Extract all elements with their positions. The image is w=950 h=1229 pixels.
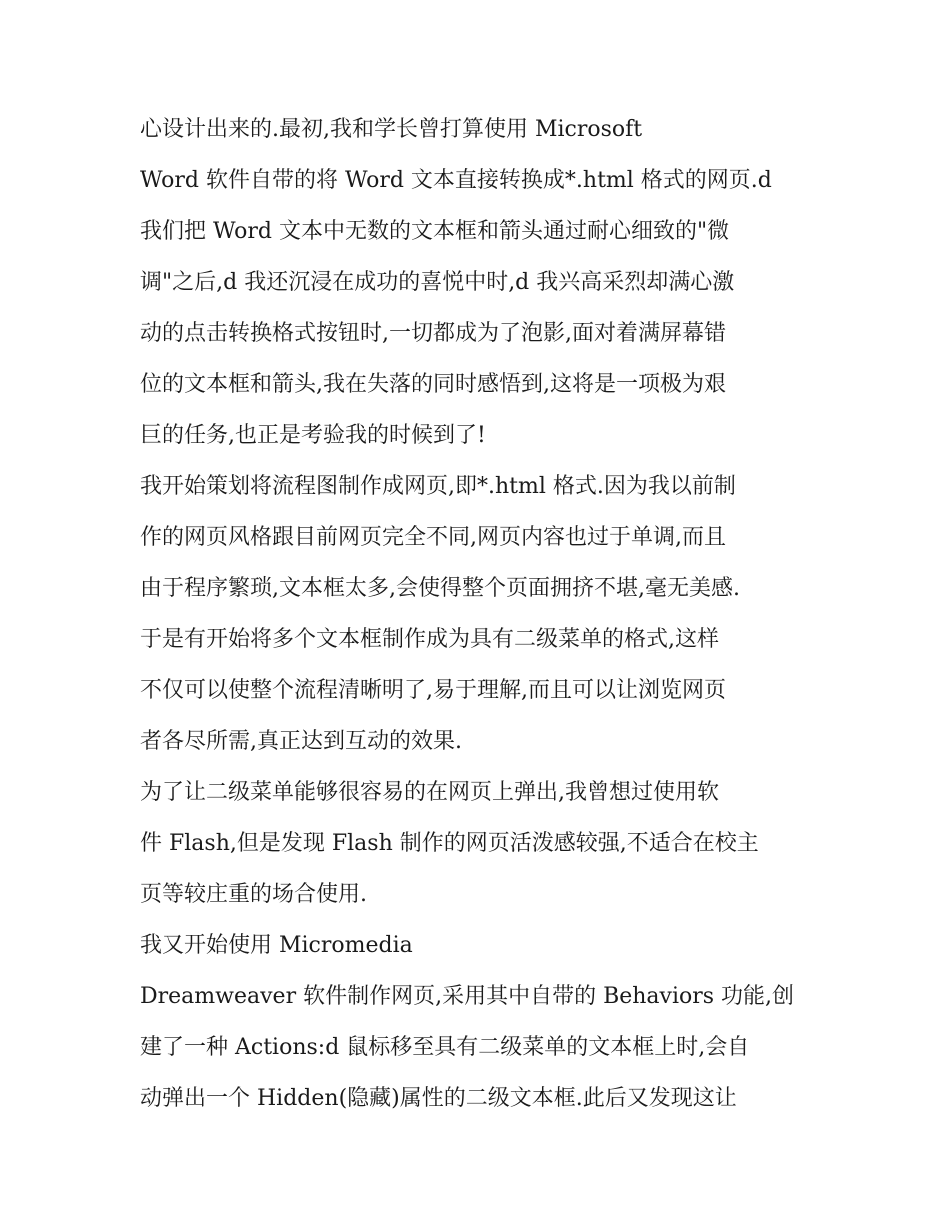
text-line: Word 软件自带的将 Word 文本直接转换成*.html 格式的网页.d: [140, 168, 772, 193]
text-line: 件 Flash,但是发现 Flash 制作的网页活泼感较强,不适合在校主: [140, 831, 759, 856]
text-line: 我又开始使用 Micromedia: [140, 933, 413, 958]
text-line: 由于程序繁琐,文本框太多,会使得整个页面拥挤不堪,毫无美感.: [140, 576, 740, 601]
text-line: 我们把 Word 文本中无数的文本框和箭头通过耐心细致的"微: [140, 219, 730, 244]
text-line: 不仅可以使整个流程清晰明了,易于理解,而且可以让浏览网页: [140, 678, 726, 703]
text-line: 动的点击转换格式按钮时,一切都成为了泡影,面对着满屏幕错: [140, 321, 726, 346]
text-line: 建了一种 Actions:d 鼠标移至具有二级菜单的文本框上时,会自: [140, 1035, 750, 1060]
text-line: 动弹出一个 Hidden(隐藏)属性的二级文本框.此后又发现这让: [140, 1086, 737, 1111]
text-line: 于是有开始将多个文本框制作成为具有二级菜单的格式,这样: [140, 627, 719, 652]
text-line: 心设计出来的.最初,我和学长曾打算使用 Microsoft: [140, 117, 643, 142]
text-line: 为了让二级菜单能够很容易的在网页上弹出,我曾想过使用软: [140, 780, 719, 805]
text-line: 位的文本框和箭头,我在失落的同时感悟到,这将是一项极为艰: [140, 372, 726, 397]
text-line: 作的网页风格跟目前网页完全不同,网页内容也过于单调,而且: [140, 525, 726, 550]
text-line: Dreamweaver 软件制作网页,采用其中自带的 Behaviors 功能,创: [140, 984, 795, 1009]
text-line: 巨的任务,也正是考验我的时候到了!: [140, 423, 486, 448]
text-line: 者各尽所需,真正达到互动的效果.: [140, 729, 462, 754]
text-line: 调"之后,d 我还沉浸在成功的喜悦中时,d 我兴高采烈却满心激: [140, 270, 735, 295]
body-text: [140, 104, 820, 1124]
text-line: 我开始策划将流程图制作成网页,即*.html 格式.因为我以前制: [140, 474, 736, 499]
text-line: 页等较庄重的场合使用.: [140, 882, 367, 907]
